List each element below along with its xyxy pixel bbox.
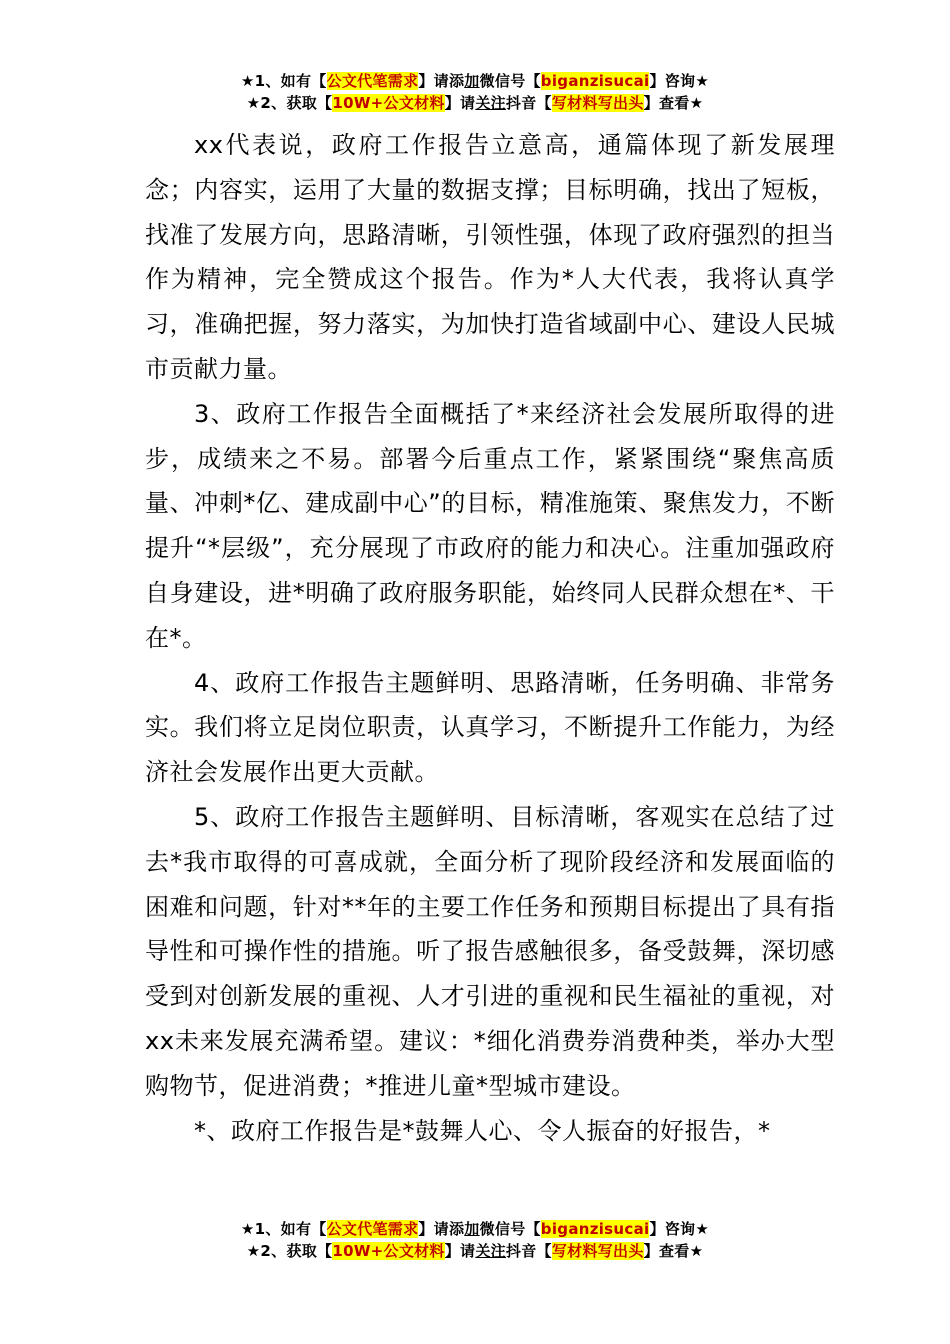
paragraph-6: *、政府工作报告是*鼓舞人心、令人振奋的好报告，* <box>194 1116 771 1145</box>
banner-text: ★2、获取【 <box>246 94 333 112</box>
highlight-wechat-id: biganzisucai <box>540 72 650 90</box>
highlight-service: 公文代笔需求 <box>326 1220 419 1238</box>
footer-banner <box>0 1218 950 1262</box>
paragraph-4: 4、政府工作报告主题鲜明、思路清晰，任务明确、非常务实。我们将立足岗位职责，认真学习，不断提升工作能力，为经济社会发展作出更大贡献。 <box>145 668 835 787</box>
highlight-douyin-account: 写材料写出头 <box>551 1242 644 1260</box>
banner-text: ★1、如有【 <box>240 1220 327 1238</box>
underline-text: 关注 <box>475 1242 506 1260</box>
banner-line-1 <box>0 70 950 92</box>
banner-text: 微信号【 <box>479 1220 541 1238</box>
highlight-wechat-id: biganzisucai <box>540 1220 650 1238</box>
banner-text: 】查看★ <box>643 1242 704 1260</box>
header-banner <box>0 70 950 114</box>
banner-text: 】查看★ <box>643 94 704 112</box>
banner-line-2 <box>0 92 950 114</box>
paragraph-representative-comment: xx代表说，政府工作报告立意高，通篇体现了新发展理念；内容实，运用了大量的数据支撑；目标明确，找出了短板，找准了发展方向，思路清晰，引领性强，体现了政府强烈的担当作为精神，完全赞成这个报告。作为*人大代表，我将认真学习，准确把握，努力落实，为加快打造省域副中心、建设人民城市贡献力量。 <box>145 131 835 383</box>
banner-text: 抖音【 <box>505 1242 552 1260</box>
banner-line-2 <box>0 1240 950 1262</box>
banner-text: 】咨询★ <box>649 1220 710 1238</box>
highlight-service: 公文代笔需求 <box>326 72 419 90</box>
banner-text: 】请添 <box>418 1220 465 1238</box>
banner-text: ★2、获取【 <box>246 1242 333 1260</box>
paragraph-3: 3、政府工作报告全面概括了*来经济社会发展所取得的进步，成绩来之不易。部署今后重点工作，紧紧围绕“聚焦高质量、冲刺*亿、建成副中心”的目标，精准施策、聚焦发力，不断提升“*层级”，充分展现了市政府的能力和决心。注重加强政府自身建设，进*明确了政府服务职能，始终同人民群众想在*、干在*。 <box>145 399 835 652</box>
underline-text: 加 <box>464 72 480 90</box>
banner-text: 抖音【 <box>505 94 552 112</box>
highlight-douyin-account: 写材料写出头 <box>551 94 644 112</box>
highlight-materials: 10W+公文材料 <box>332 94 445 112</box>
banner-text: 】请 <box>444 1242 476 1260</box>
banner-text: 】咨询★ <box>649 72 710 90</box>
paragraph-5: 5、政府工作报告主题鲜明、目标清晰，客观实在总结了过去*我市取得的可喜成就，全面分析了现阶段经济和发展面临的困难和问题，针对**年的主要工作任务和预期目标提出了具有指导性和可操作性的措施。听了报告感触很多，备受鼓舞，深切感受到对创新发展的重视、人才引进的重视和民生福祉的重视，对xx未来发展充满希望。建议：*细化消费券消费种类，举办大型购物节，促进消费；*推进儿童*型城市建设。 <box>145 802 835 1100</box>
banner-line-1 <box>0 1218 950 1240</box>
banner-text: 】请 <box>444 94 476 112</box>
banner-text: ★1、如有【 <box>240 72 327 90</box>
underline-text: 关注 <box>475 94 506 112</box>
banner-text: 】请添 <box>418 72 465 90</box>
underline-text: 加 <box>464 1220 480 1238</box>
highlight-materials: 10W+公文材料 <box>332 1242 445 1260</box>
banner-text: 微信号【 <box>479 72 541 90</box>
document-body <box>145 123 835 1153</box>
